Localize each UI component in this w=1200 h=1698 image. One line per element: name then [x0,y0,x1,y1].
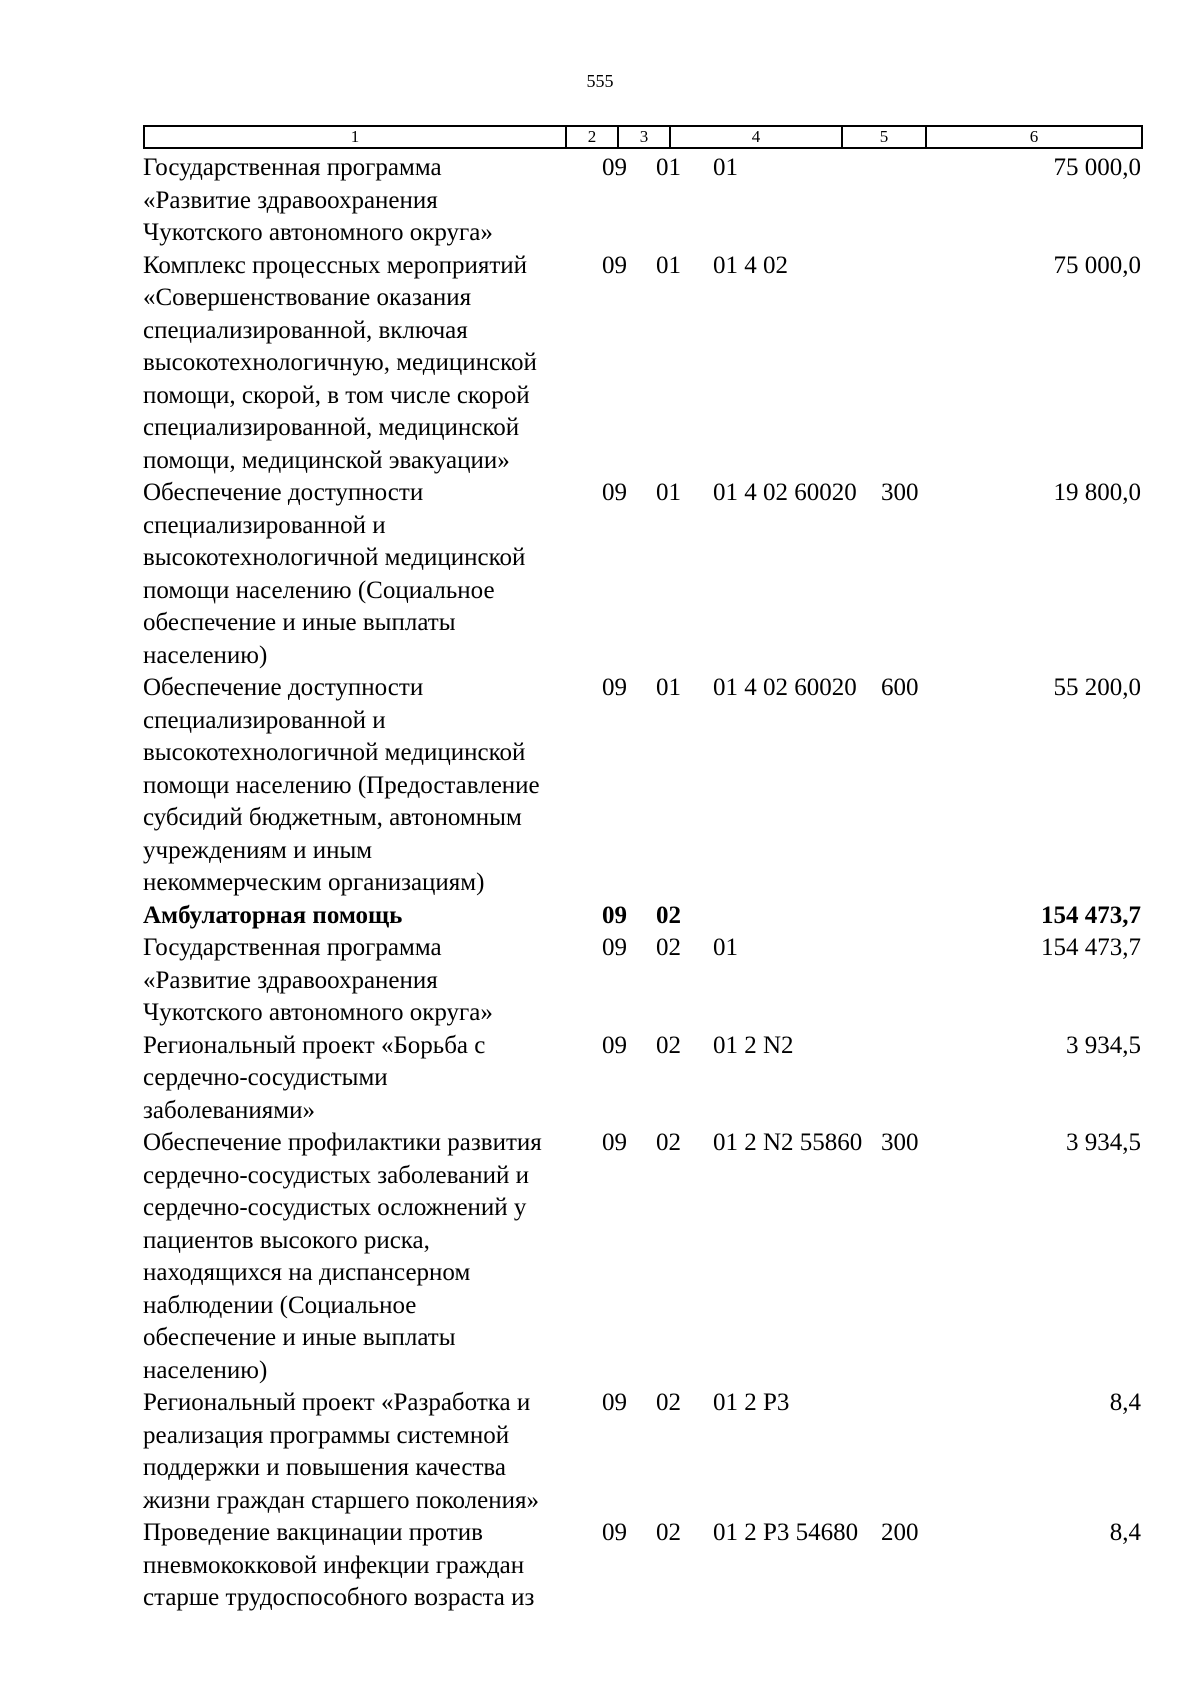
row-name-line: пневмококковой инфекции граждан [143,1551,525,1579]
amount: 75 000,0 [1053,251,1141,279]
section-code: 09 [602,1031,627,1059]
amount: 154 473,7 [1041,901,1141,929]
row-name [143,1030,599,1128]
row-name-line: «Развитие здравоохранения [143,186,438,214]
row-name-line: Региональный проект «Борьба с [143,1031,486,1059]
row-name-line: Государственная программа [143,934,442,961]
row-name-line: специализированной, медицинской [143,414,520,441]
amount: 8,4 [1109,1389,1141,1416]
row-name-line: учреждениям и иным [143,836,373,864]
row-name-line: высокотехнологичной медицинской [143,544,526,571]
row-name [143,152,599,250]
row-name-line: реализация программы системной [143,1421,510,1449]
page-number: 555 [586,71,614,91]
row-name-line: обеспечение и иные выплаты [143,609,456,636]
row-name [143,900,599,933]
target-article-code: 01 [713,154,738,181]
row-name-line: «Совершенствование оказания [143,284,472,311]
subsection-code: 02 [656,1389,681,1416]
amount: 3 934,5 [1066,1129,1141,1156]
table-row [143,1387,1143,1517]
subsection-code: 01 [656,674,681,701]
target-article-code: 01 4 02 [713,251,788,279]
row-name-line: заболеваниями» [143,1096,315,1124]
target-article-code: 01 2 P3 54680 [713,1519,859,1546]
subsection-code: 01 [656,479,681,506]
row-name-line: помощи населению (Социальное [143,576,495,604]
row-name-line: «Развитие здравоохранения [143,966,438,994]
amount: 19 800,0 [1053,479,1141,506]
column-header-4: 4 [671,127,843,147]
subsection-code: 02 [656,901,681,929]
amount: 8,4 [1109,1519,1141,1546]
table-row [143,477,1143,672]
row-name-line: высокотехнологичную, медицинской [143,349,537,376]
row-name-line: помощи, скорой, в том числе скорой [143,381,530,409]
section-code: 09 [602,154,627,181]
row-name-line: поддержки и повышения качества [143,1454,506,1481]
amount: 55 200,0 [1053,674,1141,701]
row-name-line: Комплекс процессных мероприятий [143,251,528,279]
subsection-code: 01 [656,154,681,181]
target-article-code: 01 2 N2 55860 [713,1129,863,1156]
row-name-line: сердечно-сосудистых осложнений у [143,1194,527,1221]
subsection-code: 02 [656,1129,681,1156]
amount: 154 473,7 [1041,934,1141,961]
table-row [143,1127,1143,1387]
column-header-3: 3 [619,127,671,147]
expense-type-code: 300 [881,479,919,506]
column-header-1: 1 [145,127,567,147]
row-name-line: Обеспечение доступности [143,674,424,701]
table-row [143,932,1143,1030]
row-name-line: Проведение вакцинации против [143,1519,483,1546]
row-name-line: некоммерческим организациям) [143,869,485,896]
row-name-line: специализированной, включая [143,316,468,344]
row-name [143,672,599,900]
row-name-line: сердечно-сосудистых заболеваний и [143,1161,529,1189]
section-code: 09 [602,251,627,279]
table-header [143,125,1143,149]
row-name-line: Региональный проект «Разработка и [143,1389,531,1416]
section-code: 09 [602,674,627,701]
table-row [143,900,1143,933]
amount: 75 000,0 [1053,154,1141,181]
subsection-code: 02 [656,1519,681,1546]
table-row [143,250,1143,478]
row-name [143,1517,599,1615]
row-name-line: населению) [143,641,268,669]
section-code: 09 [602,901,627,929]
row-name-line: находящихся на диспансерном [143,1259,471,1286]
section-code: 09 [602,1129,627,1156]
table-body [143,152,1143,1615]
amount: 3 934,5 [1066,1031,1141,1059]
table-row [143,672,1143,900]
table-row [143,1030,1143,1128]
row-name-line: Чукотского автономного округа» [143,219,493,246]
row-name [143,477,599,672]
row-name-line: старше трудоспособного возраста из [143,1584,535,1611]
row-name-line: жизни граждан старшего поколения» [143,1486,540,1514]
section-code: 09 [602,1389,627,1416]
subsection-code: 01 [656,251,681,279]
column-header-6: 6 [1029,127,1039,146]
row-name-line: субсидий бюджетным, автономным [143,804,522,831]
row-name-line: специализированной и [143,511,386,539]
target-article-code: 01 4 02 60020 [713,674,857,701]
section-code: 09 [602,934,627,961]
row-name-line: Государственная программа [143,154,442,181]
row-name-line: помощи населению (Предоставление [143,771,540,799]
subsection-code: 02 [656,934,681,961]
row-name [143,1127,599,1387]
row-name-line: обеспечение и иные выплаты [143,1324,456,1351]
row-name [143,1387,599,1517]
row-name-line: Чукотского автономного округа» [143,999,493,1026]
row-name-line: высокотехнологичной медицинской [143,739,526,766]
row-name-line: специализированной и [143,706,386,734]
row-name-line: Амбулаторная помощь [143,901,403,929]
subsection-code: 02 [656,1031,681,1059]
row-name-line: сердечно-сосудистыми [143,1064,388,1091]
row-name-line: наблюдении (Социальное [143,1291,417,1319]
target-article-code: 01 2 P3 [713,1389,790,1416]
row-name-line: населению) [143,1356,268,1384]
section-code: 09 [602,479,627,506]
column-header-2: 2 [567,127,619,147]
row-name-line: помощи, медицинской эвакуации» [143,446,510,474]
table-row [143,1517,1143,1615]
section-code: 09 [602,1519,627,1546]
expense-type-code: 600 [881,674,919,701]
expense-type-code: 200 [881,1519,919,1546]
target-article-code: 01 4 02 60020 [713,479,857,506]
table-row [143,152,1143,250]
row-name [143,932,599,1030]
expense-type-code: 300 [881,1129,919,1156]
column-header-5: 5 [843,127,927,147]
row-name [143,250,599,478]
row-name-line: Обеспечение профилактики развития [143,1129,542,1156]
target-article-code: 01 [713,934,738,961]
row-name-line: пациентов высокого риска, [143,1226,430,1254]
target-article-code: 01 2 N2 [713,1031,794,1059]
row-name-line: Обеспечение доступности [143,479,424,506]
